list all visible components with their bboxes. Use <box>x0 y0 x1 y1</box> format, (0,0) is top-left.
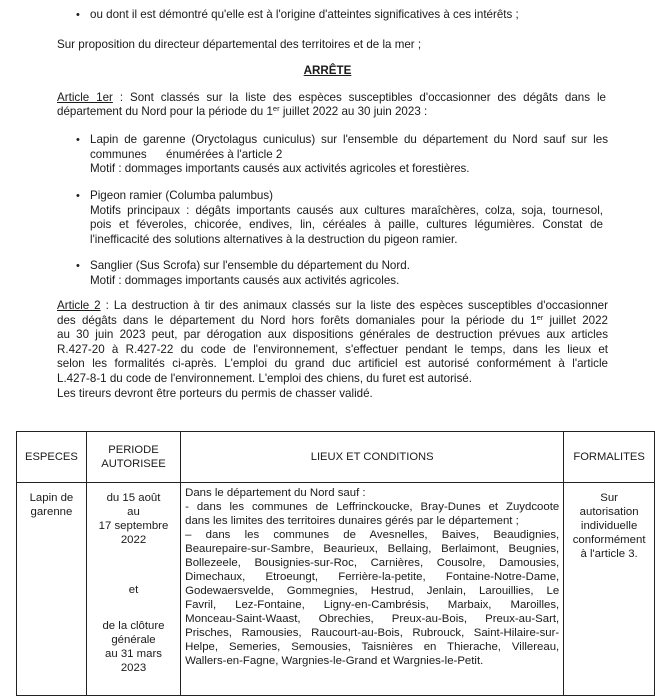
intro-bullet-text: ou dont il est démontré qu'elle est à l'origine d'atteintes significatives à ces intérêts ; <box>90 8 519 21</box>
formalites-line: à l'article 3. <box>580 548 638 560</box>
lieux-line: Prisches, Ramousies, Raucourt-au-Bois, Rubrouck, Saint-Hilaire-sur- <box>185 627 560 639</box>
bullet-icon: • <box>76 190 80 202</box>
periode-line: au <box>127 506 140 518</box>
lieux-line: Godewaersvelde, Gommegnies, Hestrud, Jenlain, Larouillies, Le <box>185 585 560 597</box>
article1-line2 <box>57 105 427 120</box>
cell-lieux <box>181 483 564 696</box>
species-pigeon <box>90 189 603 247</box>
periode-line: de la clôture <box>102 620 165 632</box>
lieux-line: Dimechaux, Etroeungt, Ferrière-la-petite, Fontaine-Notre-Dame, <box>185 571 560 583</box>
species-line: Lapin de garenne (Oryctolagus cuniculus) sur l'ensemble du département du Nord sauf sur les <box>90 133 608 146</box>
header-lieux <box>181 432 564 483</box>
espece-line: garenne <box>30 506 73 518</box>
article1-text: : Sont classés sur la liste des espèces susceptibles d'occasionner des dégâts dans le <box>112 91 606 104</box>
lieux-line: – dans les communes de Avesnelles, Baives, Beaudignies, <box>185 529 560 541</box>
article2-label: Article 2 <box>57 299 101 312</box>
species-line: Pigeon ramier (Columba palumbus) <box>90 189 274 202</box>
bullet-icon: • <box>76 9 80 21</box>
species-line: Motif : dommages importants causés aux activités agricoles. <box>90 273 400 287</box>
article2-period-sup: er <box>536 312 544 322</box>
formalites-line: autorisation <box>579 506 639 518</box>
bullet-icon: • <box>76 260 80 272</box>
lieux-line: Beaurepaire-sur-Sambre, Beaurieux, Bellaing, Berlaimont, Beugnies, <box>185 543 560 555</box>
bullet-icon: • <box>76 134 80 146</box>
species-sanglier <box>90 259 410 288</box>
periode-line: générale <box>111 634 156 646</box>
periode-line: 2023 <box>120 662 147 674</box>
article2-period-pre: des dégâts dans le département du Nord hors forêts domaniales pour la période du 1 <box>57 313 537 327</box>
lieux-line: Wallers-en-Fagne, Wargnies-le-Grand et Wargnies-le-Petit. <box>185 655 484 667</box>
periode-line: 17 septembre <box>98 520 169 532</box>
header-formalites <box>564 432 655 483</box>
lieux-line: Helpe, Semeries, Semousies, Taisnières en Thierache, Villereau, <box>185 641 560 653</box>
article2-line: selon les formalités ci-après. L'emploi du grand duc artificiel est autorisé conformément à l'article <box>57 357 608 371</box>
species-line: communes énumérées à l'article 2 <box>90 147 283 161</box>
header-lieux-label: LIEUX ET CONDITIONS <box>310 451 434 463</box>
article2-line: au 30 juin 2023 peut, par dérogation aux dispositions générales de destruction prévues aux articles <box>57 328 608 342</box>
header-especes-label: ESPECES <box>24 451 78 463</box>
lieux-line: Bollezeele, Bousignies-sur-Roc, Carnières, Cousolre, Damousies, <box>185 557 560 569</box>
cell-espece <box>17 483 87 696</box>
cell-formalites <box>564 483 655 696</box>
lieux-line: Favril, Lez-Fontaine, Ligny-en-Cambrésis, Marbaix, Maroilles, <box>185 599 560 611</box>
article1-label: Article 1er <box>57 91 113 104</box>
lieux-line: Dans le département du Nord sauf : <box>185 487 366 499</box>
arrete-heading: ARRÊTE <box>303 64 352 77</box>
lieux-line: Monceau-Saint-Waast, Obrechies, Preux-au-Bois, Preux-au-Sart, <box>185 613 560 625</box>
lieux-line: - dans les communes de Leffrinckoucke, Bray-Dunes et Zuydcoote <box>185 501 560 513</box>
periode-line: du 15 août <box>106 492 161 504</box>
article2-line: Les tireurs devront être porteurs du permis de chasser validé. <box>57 386 373 400</box>
species-line: Sanglier (Sus Scrofa) sur l'ensemble du département du Nord. <box>90 259 410 272</box>
formalites-line: conformément <box>572 534 646 546</box>
species-line: Motifs principaux : dégâts importants causés aux cultures maraîchères, colza, soja, tournesol, <box>90 203 603 217</box>
article1-period-post: juillet 2022 au 30 juin 2023 : <box>279 105 428 118</box>
article2-text: : La destruction à tir des animaux classés sur la liste des espèces susceptibles d'occasionner <box>100 299 608 312</box>
periode-line: au 31 mars <box>104 648 162 660</box>
header-especes <box>17 432 87 483</box>
species-line: l'inefficacité des solutions alternatives à la destruction du pigeon ramier. <box>90 232 458 246</box>
article2-line: L.427-8-1 du code de l'environnement. L'emploi des chiens, du furet est autorisé. <box>57 371 472 385</box>
destruction-table <box>16 431 655 696</box>
header-periode-line2: AUTORISEE <box>101 458 166 470</box>
periode-line: 2022 <box>120 534 147 546</box>
article1-period-pre: département du Nord pour la période du 1 <box>57 105 273 118</box>
article2-paragraph <box>57 299 608 401</box>
formalites-line: individuelle <box>580 520 638 532</box>
formalites-line: Sur <box>600 492 618 504</box>
article1-period-sup: er <box>272 104 280 113</box>
lieux-line: dans les limites des territoires dunaires gérés par le département ; <box>185 515 519 527</box>
cell-periode <box>86 483 180 696</box>
article2-period-post: juillet 2022 <box>543 313 608 327</box>
header-periode-line1: PERIODE <box>108 444 159 456</box>
species-lapin <box>90 133 608 177</box>
header-formalites-label: FORMALITES <box>573 451 645 463</box>
species-line: pois et féveroles, chicorée, endives, lin, céréales à paille, cultures légumières. Constat de <box>90 218 603 232</box>
species-line: Motif : dommages importants causés aux activités agricoles et forestières. <box>90 162 470 176</box>
espece-line: Lapin de <box>29 492 74 504</box>
header-periode <box>86 432 180 483</box>
proposition-text: Sur proposition du directeur départemental des territoires et de la mer ; <box>57 38 422 51</box>
table-row <box>17 483 655 696</box>
table-header-row <box>17 432 655 483</box>
article1-line1 <box>57 91 606 106</box>
periode-et: et <box>128 584 139 596</box>
article2-line: R.427-20 à R.427-22 du code de l'environnement, s'effectuer pendant le temps, dans les lieux et <box>57 342 608 356</box>
